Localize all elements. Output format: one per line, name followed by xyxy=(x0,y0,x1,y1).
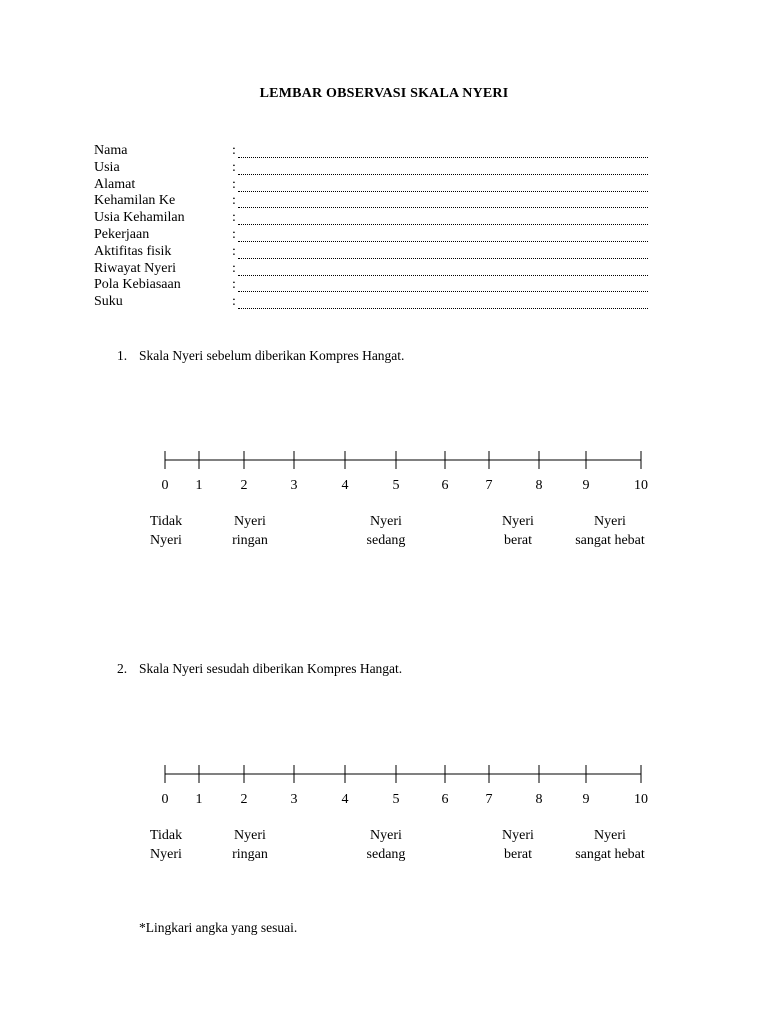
category-line-2: sangat hebat xyxy=(575,847,645,862)
kehamilan-ke-field[interactable] xyxy=(238,195,648,208)
field-label: Usia Kehamilan xyxy=(94,210,185,226)
category-line-2: berat xyxy=(504,533,532,548)
page-title: LEMBAR OBSERVASI SKALA NYERI xyxy=(259,86,509,101)
scale-category-2 xyxy=(367,826,406,864)
aktifitas-fisik-field[interactable] xyxy=(238,246,648,259)
scale-number-7[interactable]: 7 xyxy=(485,792,493,807)
pekerjaan-field[interactable] xyxy=(238,229,648,242)
category-line-2: sedang xyxy=(366,533,406,548)
field-label: Riwayat Nyeri xyxy=(94,260,177,276)
scale-number-10[interactable]: 10 xyxy=(634,792,648,807)
field-colon: : xyxy=(232,176,236,192)
identity-form xyxy=(94,143,654,311)
scale-number-1[interactable]: 1 xyxy=(195,478,203,493)
scale-category-3 xyxy=(502,512,534,550)
category-line-1: Nyeri xyxy=(502,828,534,843)
scale-number-5[interactable]: 5 xyxy=(392,792,400,807)
field-colon: : xyxy=(232,277,236,293)
field-colon: : xyxy=(232,226,236,242)
field-label: Pola Kebiasaan xyxy=(94,277,181,293)
scale-category-1 xyxy=(232,826,268,864)
form-row-pekerjaan xyxy=(94,227,654,244)
form-row-usia-kehamilan xyxy=(94,210,654,227)
category-line-1: Nyeri xyxy=(594,828,626,843)
field-colon: : xyxy=(232,159,236,175)
form-row-suku xyxy=(94,294,654,311)
section-1-heading xyxy=(117,348,404,364)
field-label: Aktifitas fisik xyxy=(94,243,172,259)
scale-number-6[interactable]: 6 xyxy=(441,478,449,493)
scale-number-10[interactable]: 10 xyxy=(634,478,648,493)
nama-field[interactable] xyxy=(238,145,648,158)
scale-number-4[interactable]: 4 xyxy=(341,478,349,493)
scale-number-8[interactable]: 8 xyxy=(535,792,543,807)
scale-number-2[interactable]: 2 xyxy=(240,792,248,807)
form-row-riwayat-nyeri xyxy=(94,261,654,278)
category-line-1: Tidak xyxy=(149,514,183,529)
scale-number-9[interactable]: 9 xyxy=(582,792,590,807)
form-row-aktifitas-fisik xyxy=(94,244,654,261)
alamat-field[interactable] xyxy=(238,179,648,192)
scale-category-4 xyxy=(575,512,645,550)
field-label: Kehamilan Ke xyxy=(94,193,176,209)
scale-number-2[interactable]: 2 xyxy=(240,478,248,493)
scale-category-2 xyxy=(367,512,406,550)
scale-number-9[interactable]: 9 xyxy=(582,478,590,493)
scale-line-svg xyxy=(0,760,768,790)
category-line-1: Tidak xyxy=(149,828,183,843)
form-row-pola-kebiasaan xyxy=(94,277,654,294)
form-row-kehamilan-ke xyxy=(94,193,654,210)
field-colon: : xyxy=(232,210,236,226)
riwayat-nyeri-field[interactable] xyxy=(238,263,648,276)
scale-number-8[interactable]: 8 xyxy=(535,478,543,493)
field-colon: : xyxy=(232,260,236,276)
category-line-1: Nyeri xyxy=(594,514,626,529)
pain-scale-after xyxy=(0,760,768,870)
section-number: 1. xyxy=(117,348,128,363)
category-line-2: Nyeri xyxy=(150,533,182,548)
category-line-2: ringan xyxy=(232,847,268,862)
usia-kehamilan-field[interactable] xyxy=(238,212,648,225)
scale-category-0 xyxy=(150,512,182,550)
scale-number-3[interactable]: 3 xyxy=(290,792,298,807)
usia-field[interactable] xyxy=(238,162,648,175)
scale-number-5[interactable]: 5 xyxy=(392,478,400,493)
category-line-1: Nyeri xyxy=(370,514,402,529)
section-number: 2. xyxy=(117,661,128,676)
scale-number-0[interactable]: 0 xyxy=(161,478,169,493)
field-label: Alamat xyxy=(94,176,136,192)
category-line-2: berat xyxy=(504,847,532,862)
scale-number-7[interactable]: 7 xyxy=(485,478,493,493)
pola-kebiasaan-field[interactable] xyxy=(238,279,648,292)
field-label: Suku xyxy=(94,294,123,310)
category-line-2: sedang xyxy=(366,847,406,862)
scale-category-0 xyxy=(150,826,182,864)
scale-line-svg xyxy=(0,446,768,476)
section-2-heading xyxy=(117,661,402,677)
scale-number-6[interactable]: 6 xyxy=(441,792,449,807)
field-colon: : xyxy=(232,193,236,209)
scale-category-4 xyxy=(575,826,645,864)
category-line-1: Nyeri xyxy=(234,828,266,843)
pain-scale-before xyxy=(0,446,768,556)
scale-category-1 xyxy=(232,512,268,550)
section-text: Skala Nyeri sebelum diberikan Kompres Hangat. xyxy=(139,348,405,363)
scale-number-0[interactable]: 0 xyxy=(161,792,169,807)
field-label: Usia xyxy=(94,159,120,175)
category-line-2: sangat hebat xyxy=(575,533,645,548)
field-label: Nama xyxy=(94,143,128,158)
field-label: Pekerjaan xyxy=(94,226,150,242)
form-row-nama xyxy=(94,143,654,160)
field-colon: : xyxy=(232,243,236,259)
category-line-1: Nyeri xyxy=(502,514,534,529)
scale-number-1[interactable]: 1 xyxy=(195,792,203,807)
scale-category-3 xyxy=(502,826,534,864)
section-text: Skala Nyeri sesudah diberikan Kompres Hangat. xyxy=(139,661,403,676)
category-line-2: ringan xyxy=(232,533,268,548)
suku-field[interactable] xyxy=(238,296,648,309)
category-line-1: Nyeri xyxy=(370,828,402,843)
field-colon: : xyxy=(232,294,236,310)
form-row-alamat xyxy=(94,177,654,194)
category-line-1: Nyeri xyxy=(234,514,266,529)
category-line-2: Nyeri xyxy=(150,847,182,862)
instruction-note: *Lingkari angka yang sesuai. xyxy=(139,920,298,935)
field-colon: : xyxy=(232,143,236,158)
form-row-usia xyxy=(94,160,654,177)
scale-number-4[interactable]: 4 xyxy=(341,792,349,807)
scale-number-3[interactable]: 3 xyxy=(290,478,298,493)
